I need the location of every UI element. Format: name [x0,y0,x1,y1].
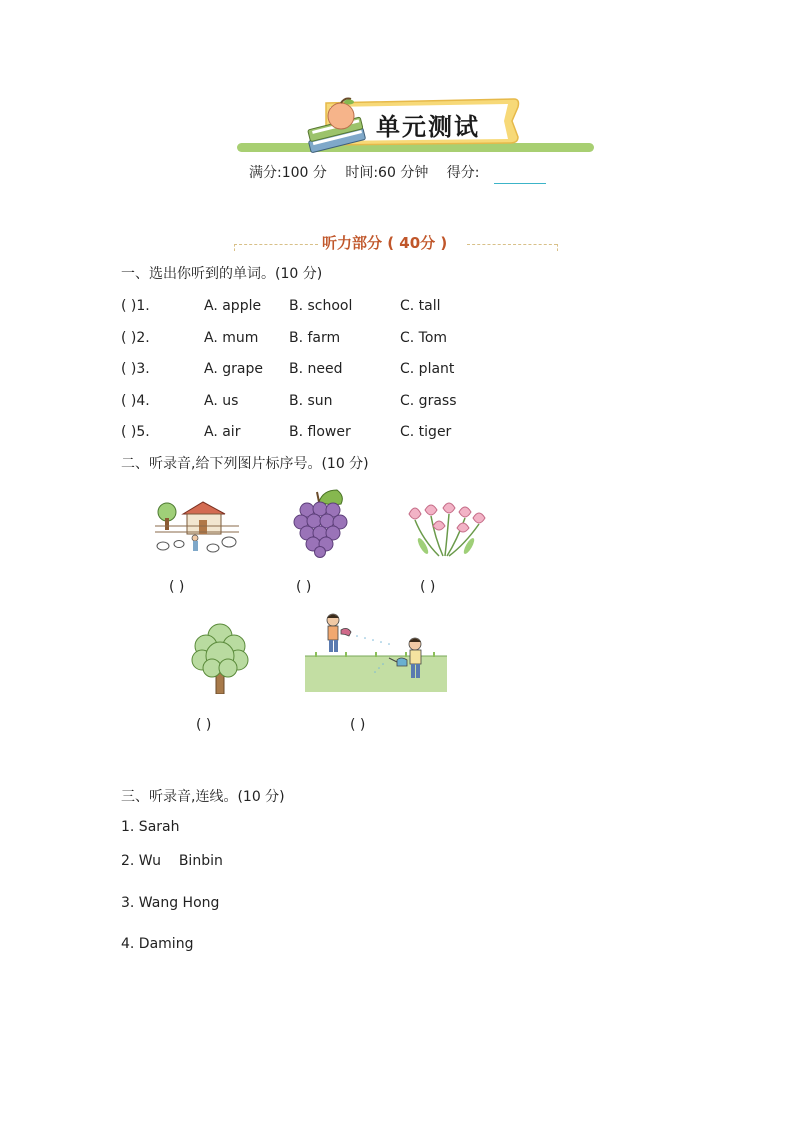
question-1-heading: 一、选出你听到的单词。(10 分) [121,266,323,282]
name-item-1[interactable]: 1. Sarah [121,819,180,835]
section-title: 听力部分 ( 40分 ) [322,234,448,252]
option-b: B. sun [289,393,333,409]
answer-blank[interactable]: ( )4. [121,393,150,409]
option-c: C. grass [400,393,457,409]
picture-5-blank[interactable]: ( ) [350,717,366,733]
question-2-heading: 二、听录音,给下列图片标序号。(10 分) [121,456,369,472]
picture-2-blank[interactable]: ( ) [296,579,312,595]
option-c: C. tiger [400,424,452,440]
option-a: A. mum [204,330,259,346]
tulips-picture [403,500,489,558]
option-a: A. air [204,424,241,440]
grape-picture [293,488,349,558]
option-b: B. school [289,298,353,314]
section-divider-right [467,244,557,245]
name-item-3[interactable]: 3. Wang Hong [121,895,220,911]
picture-4-blank[interactable]: ( ) [196,717,212,733]
answer-blank[interactable]: ( )3. [121,361,150,377]
question-3-heading: 三、听录音,连线。(10 分) [121,789,285,805]
option-a: A. us [204,393,239,409]
section-divider-left [234,244,318,245]
option-b: B. need [289,361,343,377]
section-divider-left-hook [234,244,236,251]
option-b: B. farm [289,330,341,346]
full-score: 满分:100 分 [249,165,327,181]
score-label: 得分: [446,165,480,181]
score-blank[interactable] [494,183,546,184]
name-item-4[interactable]: 4. Daming [121,936,194,952]
answer-blank[interactable]: ( )2. [121,330,150,346]
name-item-2[interactable]: 2. Wu Binbin [121,853,223,869]
option-c: C. Tom [400,330,448,346]
page-title: 单元测试 [376,113,480,141]
time-limit: 时间:60 分钟 [345,165,429,181]
option-a: A. apple [204,298,262,314]
exam-meta [249,164,494,182]
picture-3-blank[interactable]: ( ) [420,579,436,595]
option-b: B. flower [289,424,351,440]
tree-picture [190,622,250,694]
books-apple-icon [305,96,371,158]
picture-1-blank[interactable]: ( ) [169,579,185,595]
option-c: C. tall [400,298,441,314]
farm-picture [153,498,241,558]
option-a: A. grape [204,361,263,377]
option-c: C. plant [400,361,455,377]
section-divider-right-hook [557,244,559,251]
answer-blank[interactable]: ( )5. [121,424,150,440]
answer-blank[interactable]: ( )1. [121,298,150,314]
watering-picture [305,612,447,692]
